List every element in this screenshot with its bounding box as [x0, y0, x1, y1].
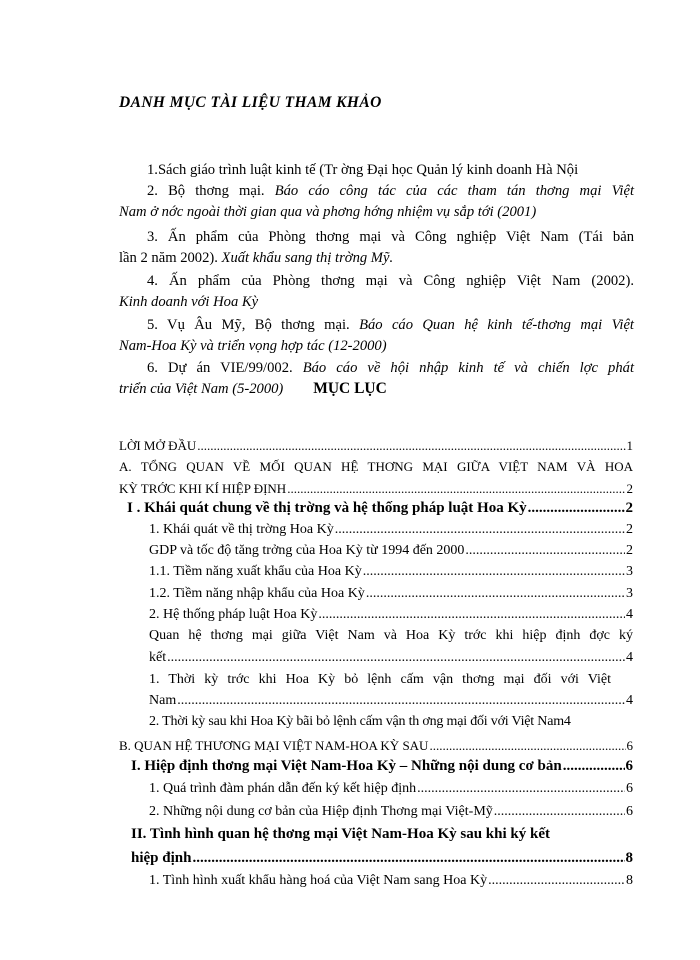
toc-entry[interactable]: 1. Khái quát về thị trờng Hoa Kỳ ..... 2: [149, 522, 633, 538]
toc-entry[interactable]: GDP và tốc độ tăng trởng của Hoa Kỳ từ 1994 đến 2000 ..... 2: [149, 543, 633, 559]
toc-entry[interactable]: 1. Tình hình xuất khẩu hàng hoá của Việt Nam sang Hoa Kỳ ..... 8: [149, 873, 633, 889]
toc-entry[interactable]: 2. Thời kỳ sau khi Hoa Kỳ bãi bỏ lệnh cấm vận th ơng mại đối với Việt Nam 4: [149, 714, 571, 729]
reference-title: Nam-Hoa Kỳ và triển vọng hợp tác (12-2000): [119, 338, 387, 354]
toc-entry[interactable]: Quan hệ thơng mại giữa Việt Nam và Hoa Kỳ trớc khi hiệp định đợc ký: [149, 628, 633, 643]
reference-title: triển của Việt Nam (5-2000): [119, 381, 284, 397]
toc-entry[interactable]: A. TỔNG QUAN VỀ MỐI QUAN HỆ THƠNG MẠI GIỮA VIỆT NAM VÀ HOA: [119, 459, 633, 474]
reference-item-1: [119, 160, 634, 181]
toc-entry[interactable]: B. QUAN HỆ THƯƠNG MẠI VIỆT NAM-HOA KỲ SAU ..... 6: [119, 738, 633, 754]
toc-entry[interactable]: 1.1. Tiềm năng xuất khẩu của Hoa Kỳ ..... 3: [149, 564, 633, 580]
reference-title: Xuất khẩu sang thị trờng Mỹ.: [221, 250, 394, 266]
reference-title: Báo cáo Quan hệ kinh tế-thơng mại Việt: [359, 317, 634, 333]
toc-entry[interactable]: 1.2. Tiềm năng nhập khẩu của Hoa Kỳ ..... 3: [149, 586, 633, 602]
reference-title: Nam ở nớc ngoài thời gian qua và phơng hớng nhiệm vụ sắp tới (2001): [119, 204, 537, 220]
toc-entry[interactable]: 1. Thời kỳ trớc khi Hoa Kỳ bỏ lệnh cấm vận thơng mại đối với Việt: [149, 672, 611, 687]
reference-item-5: [119, 315, 634, 357]
toc-entry[interactable]: LỜI MỞ ĐẦU ..... 1: [119, 438, 633, 454]
toc-entry[interactable]: KỲ TRỚC KHI KÍ HIỆP ĐỊNH ..... 2: [119, 481, 633, 497]
toc-entry[interactable]: I . Khái quát chung về thị trờng và hệ thống pháp luật Hoa Kỳ ..... 2: [127, 500, 633, 517]
reference-text: 3. Ấn phẩm của Phòng thơng mại và Công nghiệp Việt Nam (Tái bản: [147, 229, 634, 245]
toc-entry[interactable]: Nam ..... 4: [149, 693, 633, 709]
reference-text: lần 2 năm 2002).: [119, 250, 222, 266]
reference-title: Kinh doanh với Hoa Kỳ: [119, 294, 259, 310]
reference-text: 6. Dự án VIE/99/002.: [147, 360, 303, 376]
toc-entry[interactable]: hiệp định ..... 8: [131, 850, 633, 867]
toc-entry[interactable]: II. Tình hình quan hệ thơng mại Việt Nam-Hoa Kỳ sau khi ký kết: [131, 826, 550, 842]
toc-entry[interactable]: I. Hiệp định thơng mại Việt Nam-Hoa Kỳ – Những nội dung cơ bản ..... 6: [131, 758, 633, 775]
toc-entry[interactable]: 2. Hệ thống pháp luật Hoa Kỳ ..... 4: [149, 607, 633, 623]
reference-title: Báo cáo công tác của các tham tán thơng mại Việt: [274, 183, 634, 199]
toc-entry[interactable]: 1. Quá trình đàm phán dẫn đến ký kết hiệp định ..... 6: [149, 781, 633, 797]
reference-item-2: [119, 181, 634, 223]
references-heading: DANH MỤC TÀI LIỆU THAM KHẢO: [119, 94, 382, 111]
toc-entry[interactable]: kết ..... 4: [149, 650, 633, 666]
reference-title: Báo cáo về hội nhập kinh tế và chiến lợc phát: [302, 360, 635, 376]
reference-text: 2. Bộ thơng mại.: [147, 183, 275, 199]
toc-entry[interactable]: 2. Những nội dung cơ bản của Hiệp định Thơng mại Việt-Mỹ ..... 6: [149, 804, 633, 820]
toc-heading: MỤC LỤC: [313, 380, 387, 397]
reference-text: 4. Ấn phẩm của Phòng thơng mại và Công nghiệp Việt Nam (2002).: [147, 273, 634, 289]
reference-item-4: [119, 271, 634, 313]
reference-text: 5. Vụ Âu Mỹ, Bộ thơng mại.: [147, 317, 360, 333]
reference-item-3: [119, 227, 634, 269]
reference-text: 1.Sách giáo trình luật kinh tế (Tr ờng Đại học Quản lý kinh doanh Hà Nội: [147, 162, 579, 178]
